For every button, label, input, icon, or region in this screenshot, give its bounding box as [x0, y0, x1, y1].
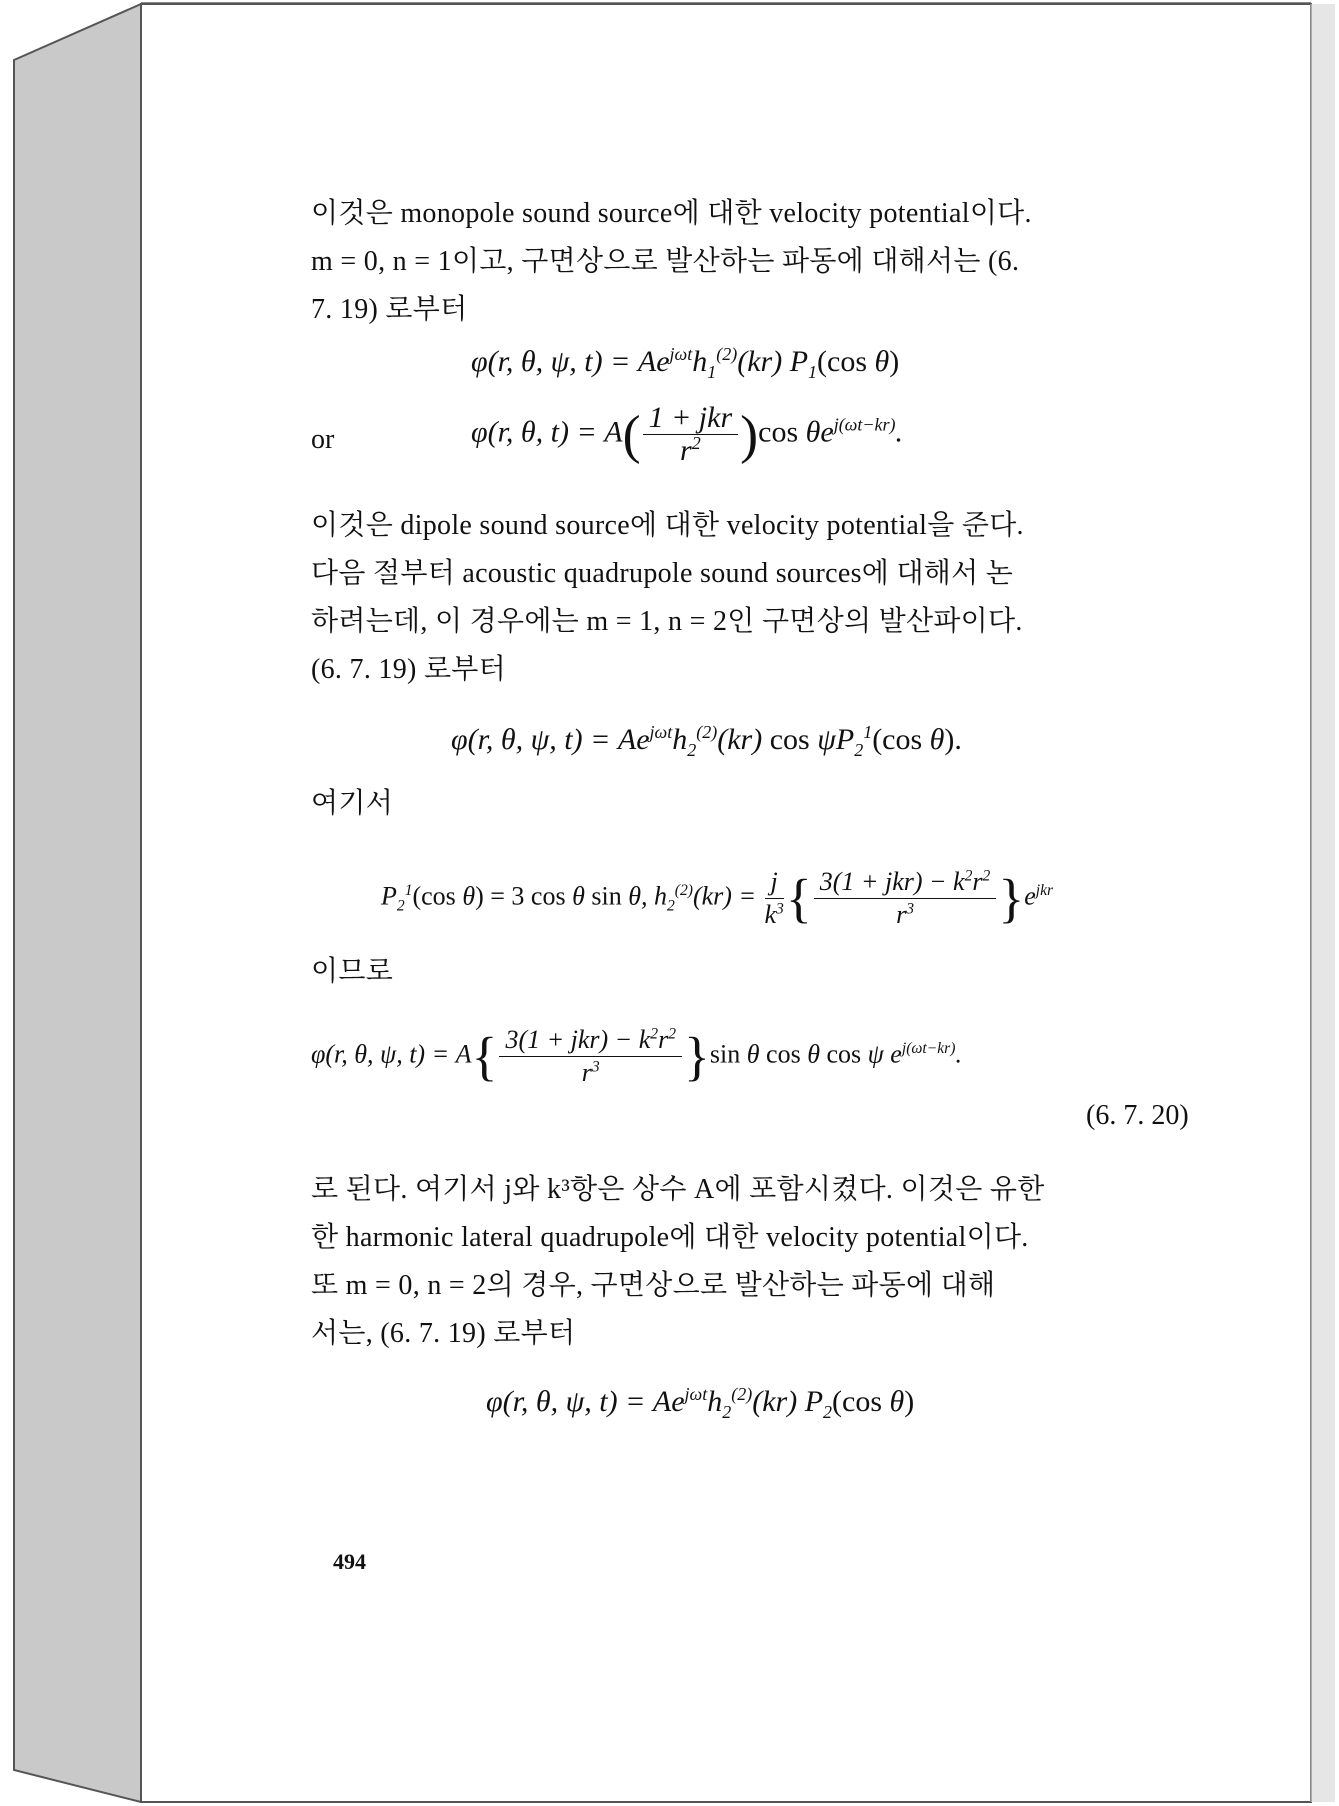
right-edge-shadow: [1311, 4, 1335, 1802]
page: [141, 4, 1311, 1802]
text-line: 하려는데, 이 경우에는 m = 1, n = 2인 구면상의 발산파이다.: [311, 606, 1023, 637]
text-line: 이것은 monopole sound source에 대한 velocity potential이다.: [311, 198, 1032, 229]
text-line: 이것은 dipole sound source에 대한 velocity potential을 준다.: [311, 510, 1024, 541]
paragraph-dipole: [311, 502, 1211, 694]
paragraph-quadrupole: [311, 1166, 1211, 1358]
equation-6: φ(r, θ, ψ, $t) = Ae^{j\omega t}h_2^{(2)}(kr)$ $P_2(\cos$ θ): [486, 1384, 915, 1422]
equation-1: φ(r, θ, ψ, $t) = Ae^{j\omega t}h_1^{(2)}(kr)$ $P_1(\cos$ θ): [471, 344, 900, 382]
text-line: 여기서: [311, 788, 394, 819]
text-line: 다음 절부터 acoustic quadrupole sound sources에 대해서 논: [311, 558, 1014, 589]
page-number: 494: [333, 1549, 366, 1574]
text-line: (6. 7. 19) 로부터: [311, 654, 506, 685]
equation-2: φ(r, θ, t) = A( $\frac{\text{1 + jkr}}{r^2}$ )cos $\theta e^{j(\omega t-kr)}$.: [471, 401, 904, 467]
equation-number: (6. 7. 20): [1086, 1100, 1189, 1131]
text-line: m = 0, n = 1이고, 구면상으로 발산하는 파동에 대해서는 (6.: [311, 246, 1020, 277]
paragraph-yeogiseo: [311, 780, 1211, 828]
equation-3: φ(r, θ, ψ, $t) = Ae^{j\omega t}h_2^{(2)}(kr)$ $\cos \psi P_2^1(\cos$ θ).: [451, 722, 962, 760]
text-line: 7. 19) 로부터: [311, 294, 468, 325]
paragraph-imeuro: [311, 948, 1211, 996]
equation-4: $P_2^1(\cos$ θ) = 3 cos θ sin θ, $h_2^{(2)}(kr)$ = $\frac{j}{k^3}$ { $\frac{3(1 + jkr) - k^2r^2}{r^3}$ }$e^{jkr}$: [381, 867, 1054, 929]
paragraph-monopole: [311, 190, 1211, 334]
text-line: 한 harmonic lateral quadrupole에 대한 velocity potential이다.: [311, 1222, 1029, 1253]
text-line: 로 된다. 여기서 j와 k³항은 상수 A에 포함시켰다. 이것은 유한: [311, 1174, 1045, 1205]
book-spine: [14, 4, 141, 1802]
text-line: 또 m = 0, n = 2의 경우, 구면상으로 발산하는 파동에 대해: [311, 1270, 996, 1301]
text-line: 서는, (6. 7. 19) 로부터: [311, 1318, 576, 1349]
equation-5: φ(r, θ, ψ, t) = A{ $\frac{3(1 + jkr) - k^2r^2}{r^3}$ }sin θ cos θ cos ψ $e^{j(\omega t-kr)}$.: [311, 1025, 962, 1087]
or-label: or: [311, 424, 335, 455]
text-line: 이므로: [311, 956, 394, 987]
